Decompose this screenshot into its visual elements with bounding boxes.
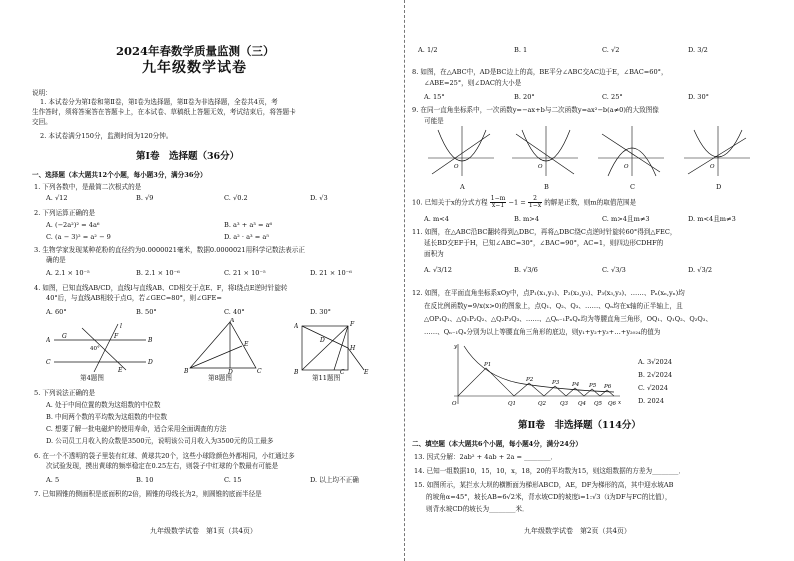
numerator: 1−m [490,195,506,202]
q7-option: C. √2 [602,46,620,54]
fig12-label: P4 [572,382,580,388]
fig12-label: O [452,401,457,407]
question-8-cont: ∠ABE=25°，则∠DAC的大小是 [424,79,522,87]
exam-title: 2024年春数学质量监测（三） [116,44,275,58]
fig12-label: x [618,400,622,406]
question-15-cont: 的坡角α=45°，坡长AB=6√2米，背水坡CD的坡度i=1:√3（i为DF与FC的比值）， [426,493,672,501]
question-9: 9. 在同一直角坐标系中，一次函数y=−ax+b与二次函数y=ax²−b(a≠0)的大致图像 [412,106,659,114]
left-page [32,0,398,561]
figure-4-caption: 第4题图 [80,374,104,382]
question-10 [412,196,636,209]
question-3: 3. 生物学家发现某种花粉的直径约为0.0000021毫米，数据0.0000021用科学记数法表示正 [34,246,305,254]
exam-subtitle: 九年级数学试卷 [142,60,247,76]
question-12: 12. 如图，在平面直角坐标系xOy中，点P₁(x₁,y₁)、P₂(x₂,y₂)、P₃(x₃,y₃)、……、Pₙ(xₙ,yₙ)均 [412,289,685,297]
q12-option: C. √2024 [638,384,668,392]
q3-option: B. 2.1 × 10⁻⁶ [136,269,180,277]
q9-option-label: C [630,183,636,191]
q1-option: D. √3 [310,194,328,202]
q1-option: A. √12 [46,194,68,202]
q10-fraction-2 [528,196,542,209]
figure-8 [184,318,264,374]
fig12-label: y [454,344,458,350]
part1-title: 第Ⅰ卷 选择题（36分） [136,151,240,162]
q8-option: D. 30° [688,93,709,101]
triangles [458,368,614,396]
q11-option: D. √3/2 [688,266,713,274]
q7-option: B. 1 [514,46,528,54]
q6-option: B. 10 [136,476,154,484]
question-8: 8. 如图，在△ABC中，AD是BC边上的高，BE平分∠ABC交AC边于E，∠BAC=60°， [412,68,668,76]
line-rotated [82,328,126,370]
figure-4 [46,320,156,372]
page-footer: 九年级数学试卷 第1页（共4页） [150,527,257,535]
label-e: E [364,369,369,374]
q3-option: C. 21 × 10⁻⁵ [224,269,266,277]
figure-11-caption: 第11题图 [312,374,341,382]
q12-option: B. 2√2024 [638,371,673,379]
part2-title: 第Ⅱ卷 非选择题（114分） [518,420,641,431]
q10-mid: −1 = [508,198,526,207]
note-line: 生作答时，须将答案答在答题卡上，在本试卷、草稿纸上答题无效，考试结束后，将答题卡 [32,108,296,116]
q5-option: B. 中间两个数的平均数为这组数的中位数 [46,413,168,421]
q4-option: C. 40° [224,308,245,316]
q10-prefix: 10. 已知关于x的分式方程 [412,198,488,207]
label-c: C [257,368,262,374]
label-e: E [118,367,123,372]
label-h: H [350,345,356,352]
question-5: 5. 下列说法正确的是 [34,389,96,397]
q2-option: D. a² · a³ = a⁵ [224,233,269,241]
section1-heading: 一、选择题（本大题共12个小题，每小题3分，满分36分） [32,171,207,179]
q5-option: D. 公司员工月收入的众数是3500元，说明该公司月收入为3500元的员工最多 [46,437,274,445]
question-12-cont: ……、Qₙ₋₁Qₙ分别为以上等腰直角三角形的底边，则y₁+y₂+y₃+…+y₂₀₂₄的值为 [424,328,661,336]
question-15-cont: 则背水坡CD的坡长为________米． [426,505,529,513]
label-b: B [184,368,189,374]
q7-option: D. 3/2 [688,46,708,54]
label-b: B [294,369,299,374]
label-f: F [114,333,119,340]
label-b: B [148,337,153,344]
svg-text:O: O [710,164,715,170]
page-divider [404,0,405,561]
q11-option: C. √3/3 [602,266,626,274]
q10-option: C. m>4且m≠3 [602,215,650,223]
fig12-label: Q2 [538,401,547,407]
question-6-cont: 次试验发现，摸出黄球的频率稳定在0.25左右，则袋子中红球的个数最有可能是 [46,462,279,470]
question-4: 4. 如图，已知直线AB/CD，直线l与直线AB、CD相交于点E、F，将l绕点E逆时针旋转 [34,284,288,292]
bisector-be [190,346,242,368]
fig12-label: Q3 [560,401,569,407]
q9-option-label: A [460,183,465,191]
svg-text:O: O [454,164,459,170]
q4-option: D. 30° [310,308,331,316]
question-11-cont: 延长BD交EF于H，已知∠ABC=30°，∠BAC=90°，AC=1，则四边形CDHF的 [424,239,664,247]
q10-option: D. m<4且m≠3 [688,215,736,223]
label-f: F [350,321,355,328]
q9-option-label: B [544,183,549,191]
label-e: E [244,341,249,348]
figure-12 [444,342,624,408]
label-c: C [340,369,345,374]
fig12-label: P6 [604,384,612,390]
right-page [412,0,772,561]
question-1: 1. 下列各数中，是最简二次根式的是 [34,183,142,191]
fig12-label: Q4 [578,401,587,407]
q10-option: A. m<4 [424,215,449,223]
q1-option: B. √9 [136,194,154,202]
q6-option: D. 以上均不正确 [310,476,359,484]
question-3-cont: 确的是 [46,256,66,264]
q1-option: C. √0.2 [224,194,248,202]
q11-option: B. √3/6 [514,266,538,274]
fig12-label: P3 [552,380,560,386]
label-a: A [46,337,51,344]
label-d: D [228,369,233,374]
label-c: C [46,359,51,366]
q6-option: A. 5 [46,476,60,484]
fig12-label: Q6 [608,401,617,407]
q8-option: B. 20° [514,93,535,101]
q8-option: A. 15° [424,93,445,101]
q6-option: C. 15 [224,476,242,484]
q10-fraction-1 [490,196,507,209]
fig12-label: P2 [526,377,534,383]
q4-option: B. 50° [136,308,157,316]
graph-b [512,126,578,176]
label-d: D [320,337,325,344]
section2-heading: 二、填空题（本大题共6个小题，每小题4分，满分24分） [412,440,583,448]
q3-option: A. 2.1 × 10⁻⁵ [46,269,90,277]
label-d: D [148,359,153,366]
denominator: 1−x [528,202,542,209]
q9-graphs [424,124,764,184]
question-4-cont: 40°后，与直线AB相较于点G，若∠GEC=80°，则∠GFE= [46,294,222,302]
q2-option: B. a³ + a³ = a⁶ [224,221,273,229]
svg-text:O: O [624,164,629,170]
q5-option: A. 处于中间位置的数为这组数的中位数 [46,401,161,409]
notes-label: 说明： [32,89,52,97]
denominator: x−1 [491,202,505,209]
question-13: 13. 因式分解：2ab² + 4ab + 2a = ________． [414,453,558,461]
q11-option: A. √3/12 [424,266,452,274]
fig12-label: P5 [589,383,597,389]
question-12-cont: △OP₁Q₁、△Q₁P₂Q₂、△Q₂P₃Q₃、……、△Qₙ₋₁PₙQₙ均为等腰直角三角形，OQ₁、Q₁Q₂、Q₂Q₃、 [424,315,713,323]
note-line: 交回。 [32,118,52,126]
question-6: 6. 在一个不透明的袋子里装有红球、黄球共20个，这些小球除颜色外都相同，小红通过多 [34,452,295,460]
figure-11 [294,318,374,374]
q2-option: C. (a − 3)² = a² − 9 [46,233,111,241]
graph-c [598,126,664,176]
angle-label: 40° [90,346,100,352]
q5-option: C. 想要了解一批电磁炉的使用寿命，适合采用全面调查的方法 [46,425,227,433]
fig12-label: P1 [484,362,492,368]
question-14: 14. 已知一组数据10，15，10，x，18，20的平均数为15，则这组数据的方差为________． [414,467,686,475]
question-9-cont: 可能是 [424,117,444,125]
label-a: A [230,318,235,324]
question-7: 7. 已知圆锥的侧面积是底面积的2倍，圆锥的母线长为2，则圆锥的底面半径是 [34,490,262,498]
q10-option: B. m>4 [514,215,540,223]
q10-suffix: 的解是正数，则m的取值范围是 [544,198,637,207]
note-line: 2. 本试卷满分150分，监测时间为120分钟。 [40,132,173,140]
question-11-cont: 面积为 [424,250,444,258]
fig12-label: Q1 [508,401,517,407]
note-line: 1. 本试卷分为第Ⅰ卷和第Ⅱ卷，第Ⅰ卷为选择题，第Ⅱ卷为非选择题，全卷共4页，考 [40,98,278,106]
q2-option: A. (−2a²)² = 4a⁶ [46,221,100,229]
figure-8-caption: 第8题图 [208,374,232,382]
q7-option: A. 1/2 [418,46,438,54]
question-15: 15. 如图所示，某拦水大坝的横断面为梯形ABCD，AE，DF为梯形的高，其中迎水坡AB [414,481,674,489]
label-l: l [120,323,122,330]
graph-d [684,126,750,176]
q9-option-label: D [716,183,722,191]
fig12-label: Q5 [594,401,603,407]
question-11: 11. 如图，在△ABC沿BC翻转得到△DBC，再将△DBC绕C点逆时针旋转60°得到△FEC， [412,228,677,236]
question-12-cont: 在反比例函数y=9/x(x>0)的图象上，点Q₁、Q₂、Q₃、……、Qₙ均在x轴的正半轴上，且 [424,302,683,310]
label-a: A [294,323,299,330]
page-footer: 九年级数学试卷 第2页（共4页） [524,527,631,535]
segment [302,326,348,348]
q3-option: D. 21 × 10⁻⁶ [310,269,352,277]
graph-a [428,126,494,176]
q12-option: A. 3√2024 [638,358,673,366]
q8-option: C. 25° [602,93,623,101]
label-g: G [62,333,67,340]
question-2: 2. 下列运算正确的是 [34,209,96,217]
q4-option: A. 60° [46,308,67,316]
q12-option: D. 2024 [638,397,665,405]
svg-text:O: O [538,164,543,170]
numerator: 2 [528,196,542,203]
